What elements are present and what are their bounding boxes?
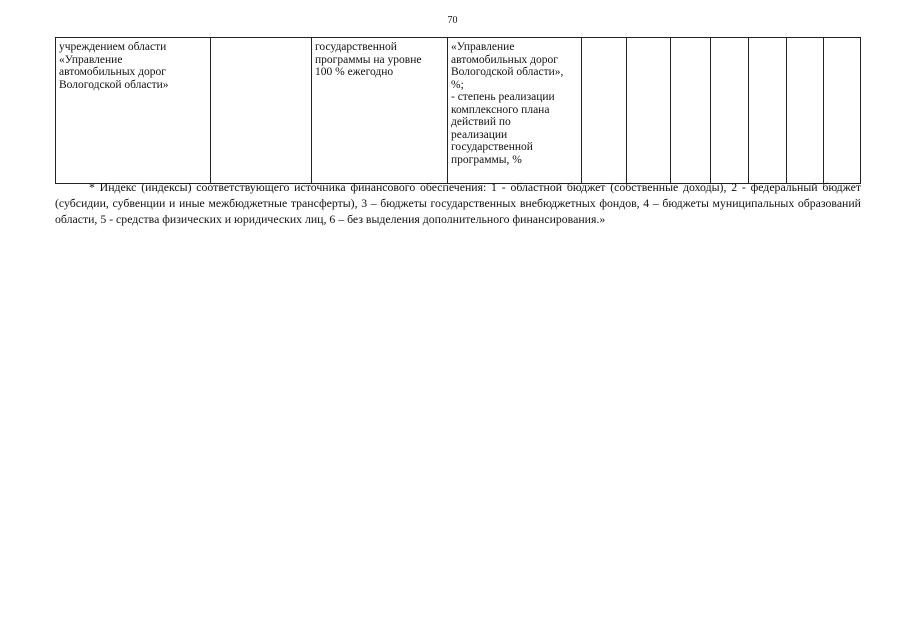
cell-text-line: программы на уровне (315, 53, 422, 66)
cell-text-line: учреждением области (59, 41, 167, 53)
cell-text-line: автомобильных дорог (59, 66, 166, 78)
cell-text-line: действий по (451, 116, 511, 128)
cell-empty (211, 38, 312, 184)
cell-empty (824, 38, 861, 184)
cell-indicators (448, 38, 582, 184)
cell-responsible (56, 38, 211, 184)
cell-text-line: государственной (315, 41, 397, 53)
cell-text-line: реализации (451, 128, 508, 141)
cell-empty (711, 38, 749, 184)
cell-empty (671, 38, 711, 184)
cell-text-line: Вологодской области», (451, 66, 564, 78)
cell-empty (749, 38, 787, 184)
cell-text-line: комплексного плана (451, 103, 550, 116)
cell-text-line: «Управление (59, 53, 123, 66)
cell-text-line: - степень реализации (451, 91, 555, 103)
table-row (56, 38, 861, 184)
cell-text-line: %; (451, 78, 464, 91)
cell-text-line: «Управление (451, 41, 515, 53)
cell-empty (627, 38, 671, 184)
footnote: * Индекс (индексы) соответствующего источника финансового обеспечения: 1 - областной бюджет (собственные доходы), 2 - федеральный бюджет (субсидии, субвенции и иные межбюджетные трансферты), 3 – бюджеты государственных внебюджетных фондов, 4 – бюджеты муниципальных образований области, 5 - средства физических и юридических лиц, 6 – без выделения дополнительного финансирования.» (55, 180, 861, 226)
cell-text-line: государственной (451, 141, 533, 153)
cell-text-line: автомобильных дорог (451, 53, 558, 66)
cell-text-line: 100 % ежегодно (315, 66, 394, 78)
cell-text-line: Вологодской области» (59, 78, 169, 91)
cell-goal (312, 38, 448, 184)
cell-empty (582, 38, 627, 184)
page-number: 70 (447, 15, 458, 26)
cell-text-line: программы, % (451, 153, 522, 166)
program-table (55, 37, 861, 184)
cell-empty (787, 38, 824, 184)
